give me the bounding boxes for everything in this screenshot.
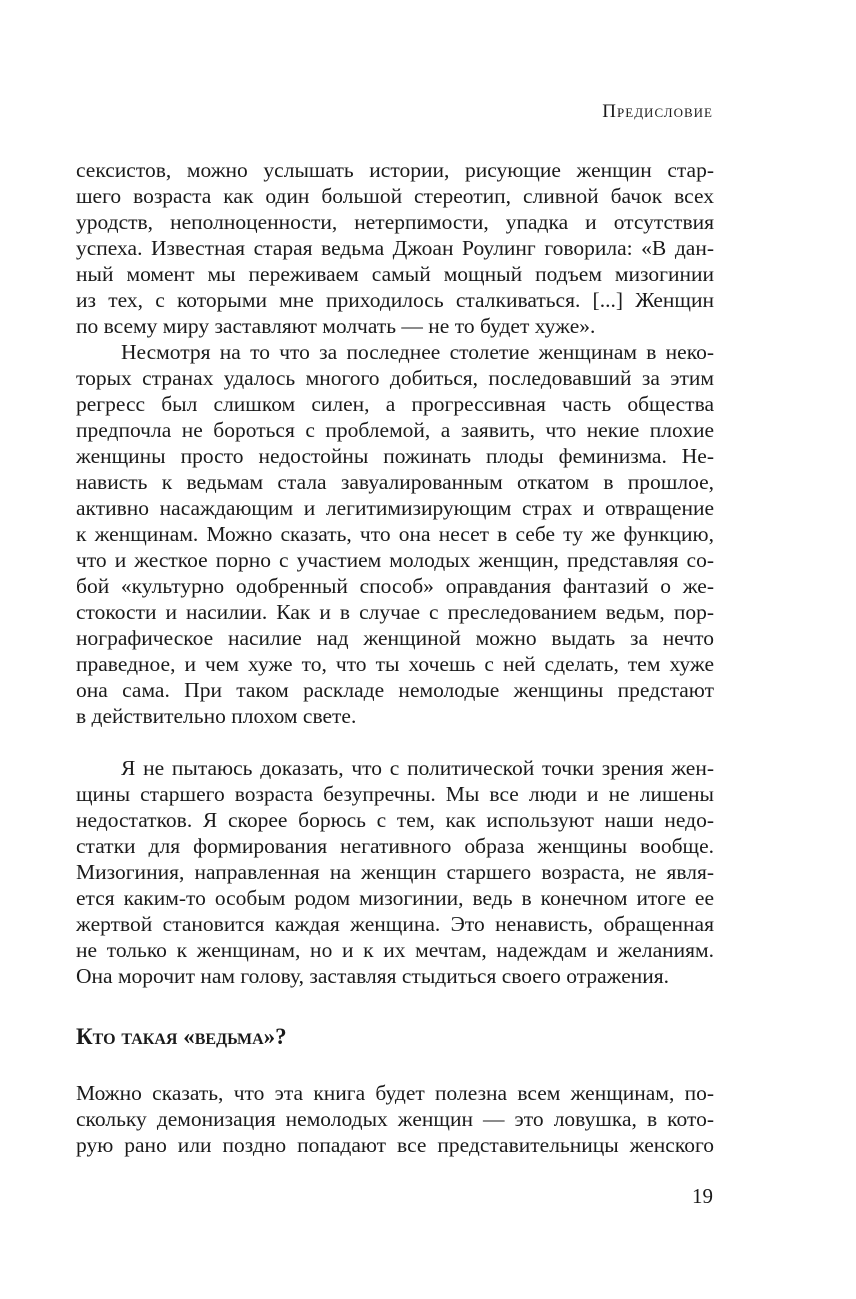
text-line: женщины просто недостойны пожинать плоды феминизма. Не- [76, 444, 714, 468]
paragraph-3 [76, 755, 714, 989]
text-line: нографическое насилие над женщиной можно выдать за нечто [76, 626, 714, 650]
text-line: Она морочит нам голову, заставляя стыдиться своего отражения. [76, 964, 670, 988]
text-line: ный момент мы переживаем самый мощный подъем мизогинии [76, 262, 714, 286]
text-line: жертвой становится каждая женщина. Это ненависть, обращенная [76, 912, 714, 936]
text-line: скольку демонизация немолодых женщин — это ловушка, в кото- [76, 1107, 714, 1131]
paragraph-4 [76, 1080, 714, 1158]
text-line: рую рано или поздно попадают все представительницы женского [76, 1133, 714, 1157]
text-line: активно насаждающим и легитимизирующим страх и отвращение [76, 496, 714, 520]
text-line: бой «культурно одобренный способ» оправдания фантазий о же- [76, 574, 714, 598]
text-line: Мизогиния, направленная на женщин старшего возраста, не явля- [76, 860, 714, 884]
text-line: недостатков. Я скорее борюсь с тем, как используют наши недо- [76, 808, 714, 832]
paragraph-2 [76, 339, 714, 729]
text-line: Я не пытаюсь доказать, что с политической точки зрения жен- [121, 756, 714, 780]
text-line: по всему миру заставляют молчать — не то будет хуже». [76, 314, 596, 338]
text-line: не только к женщинам, но и к их мечтам, надеждам и желаниям. [76, 938, 714, 962]
text-line: уродств, неполноценности, нетерпимости, упадка и отсутствия [76, 210, 714, 234]
text-line: статки для формирования негативного образа женщины вообще. [76, 834, 714, 858]
text-line: щины старшего возраста безупречны. Мы все люди и не лишены [76, 782, 714, 806]
text-line: торых странах удалось многого добиться, последовавший за этим [76, 366, 714, 390]
paragraph-1 [76, 157, 714, 339]
text-line: из тех, с которыми мне приходилось сталкиваться. [...] Женщин [76, 288, 714, 312]
text-line: шего возраста как один большой стереотип, сливной бачок всех [76, 184, 714, 208]
text-line: Несмотря на то что за последнее столетие женщинам в неко- [121, 340, 714, 364]
text-line: сексистов, можно услышать истории, рисующие женщин стар- [76, 158, 714, 182]
running-head: Предисловие [602, 101, 713, 122]
page-number: 19 [692, 1184, 713, 1208]
text-line: к женщинам. Можно сказать, что она несет в себе ту же функцию, [76, 522, 714, 546]
text-line: праведное, и чем хуже то, что ты хочешь с ней сделать, тем хуже [76, 652, 714, 676]
text-line: нависть к ведьмам стала завуалированным откатом в прошлое, [76, 470, 714, 494]
text-line: успеха. Известная старая ведьма Джоан Роулинг говорила: «В дан- [76, 236, 714, 260]
text-line: предпочла не бороться с проблемой, а заявить, что некие плохие [76, 418, 714, 442]
text-line: ется каким-то особым родом мизогинии, ведь в конечном итоге ее [76, 886, 714, 910]
text-line: регресс был слишком силен, а прогрессивная часть общества [76, 392, 714, 416]
text-line: в действительно плохом свете. [76, 704, 357, 728]
text-line: Можно сказать, что эта книга будет полезна всем женщинам, по- [76, 1081, 714, 1105]
text-line: стокости и насилии. Как и в случае с преследованием ведьм, пор- [76, 600, 714, 624]
text-line: она сама. При таком раскладе немолодые женщины предстают [76, 678, 714, 702]
section-heading: Кто такая «ведьма»? [76, 1024, 287, 1049]
text-line: что и жесткое порно с участием молодых женщин, представляя со- [76, 548, 714, 572]
